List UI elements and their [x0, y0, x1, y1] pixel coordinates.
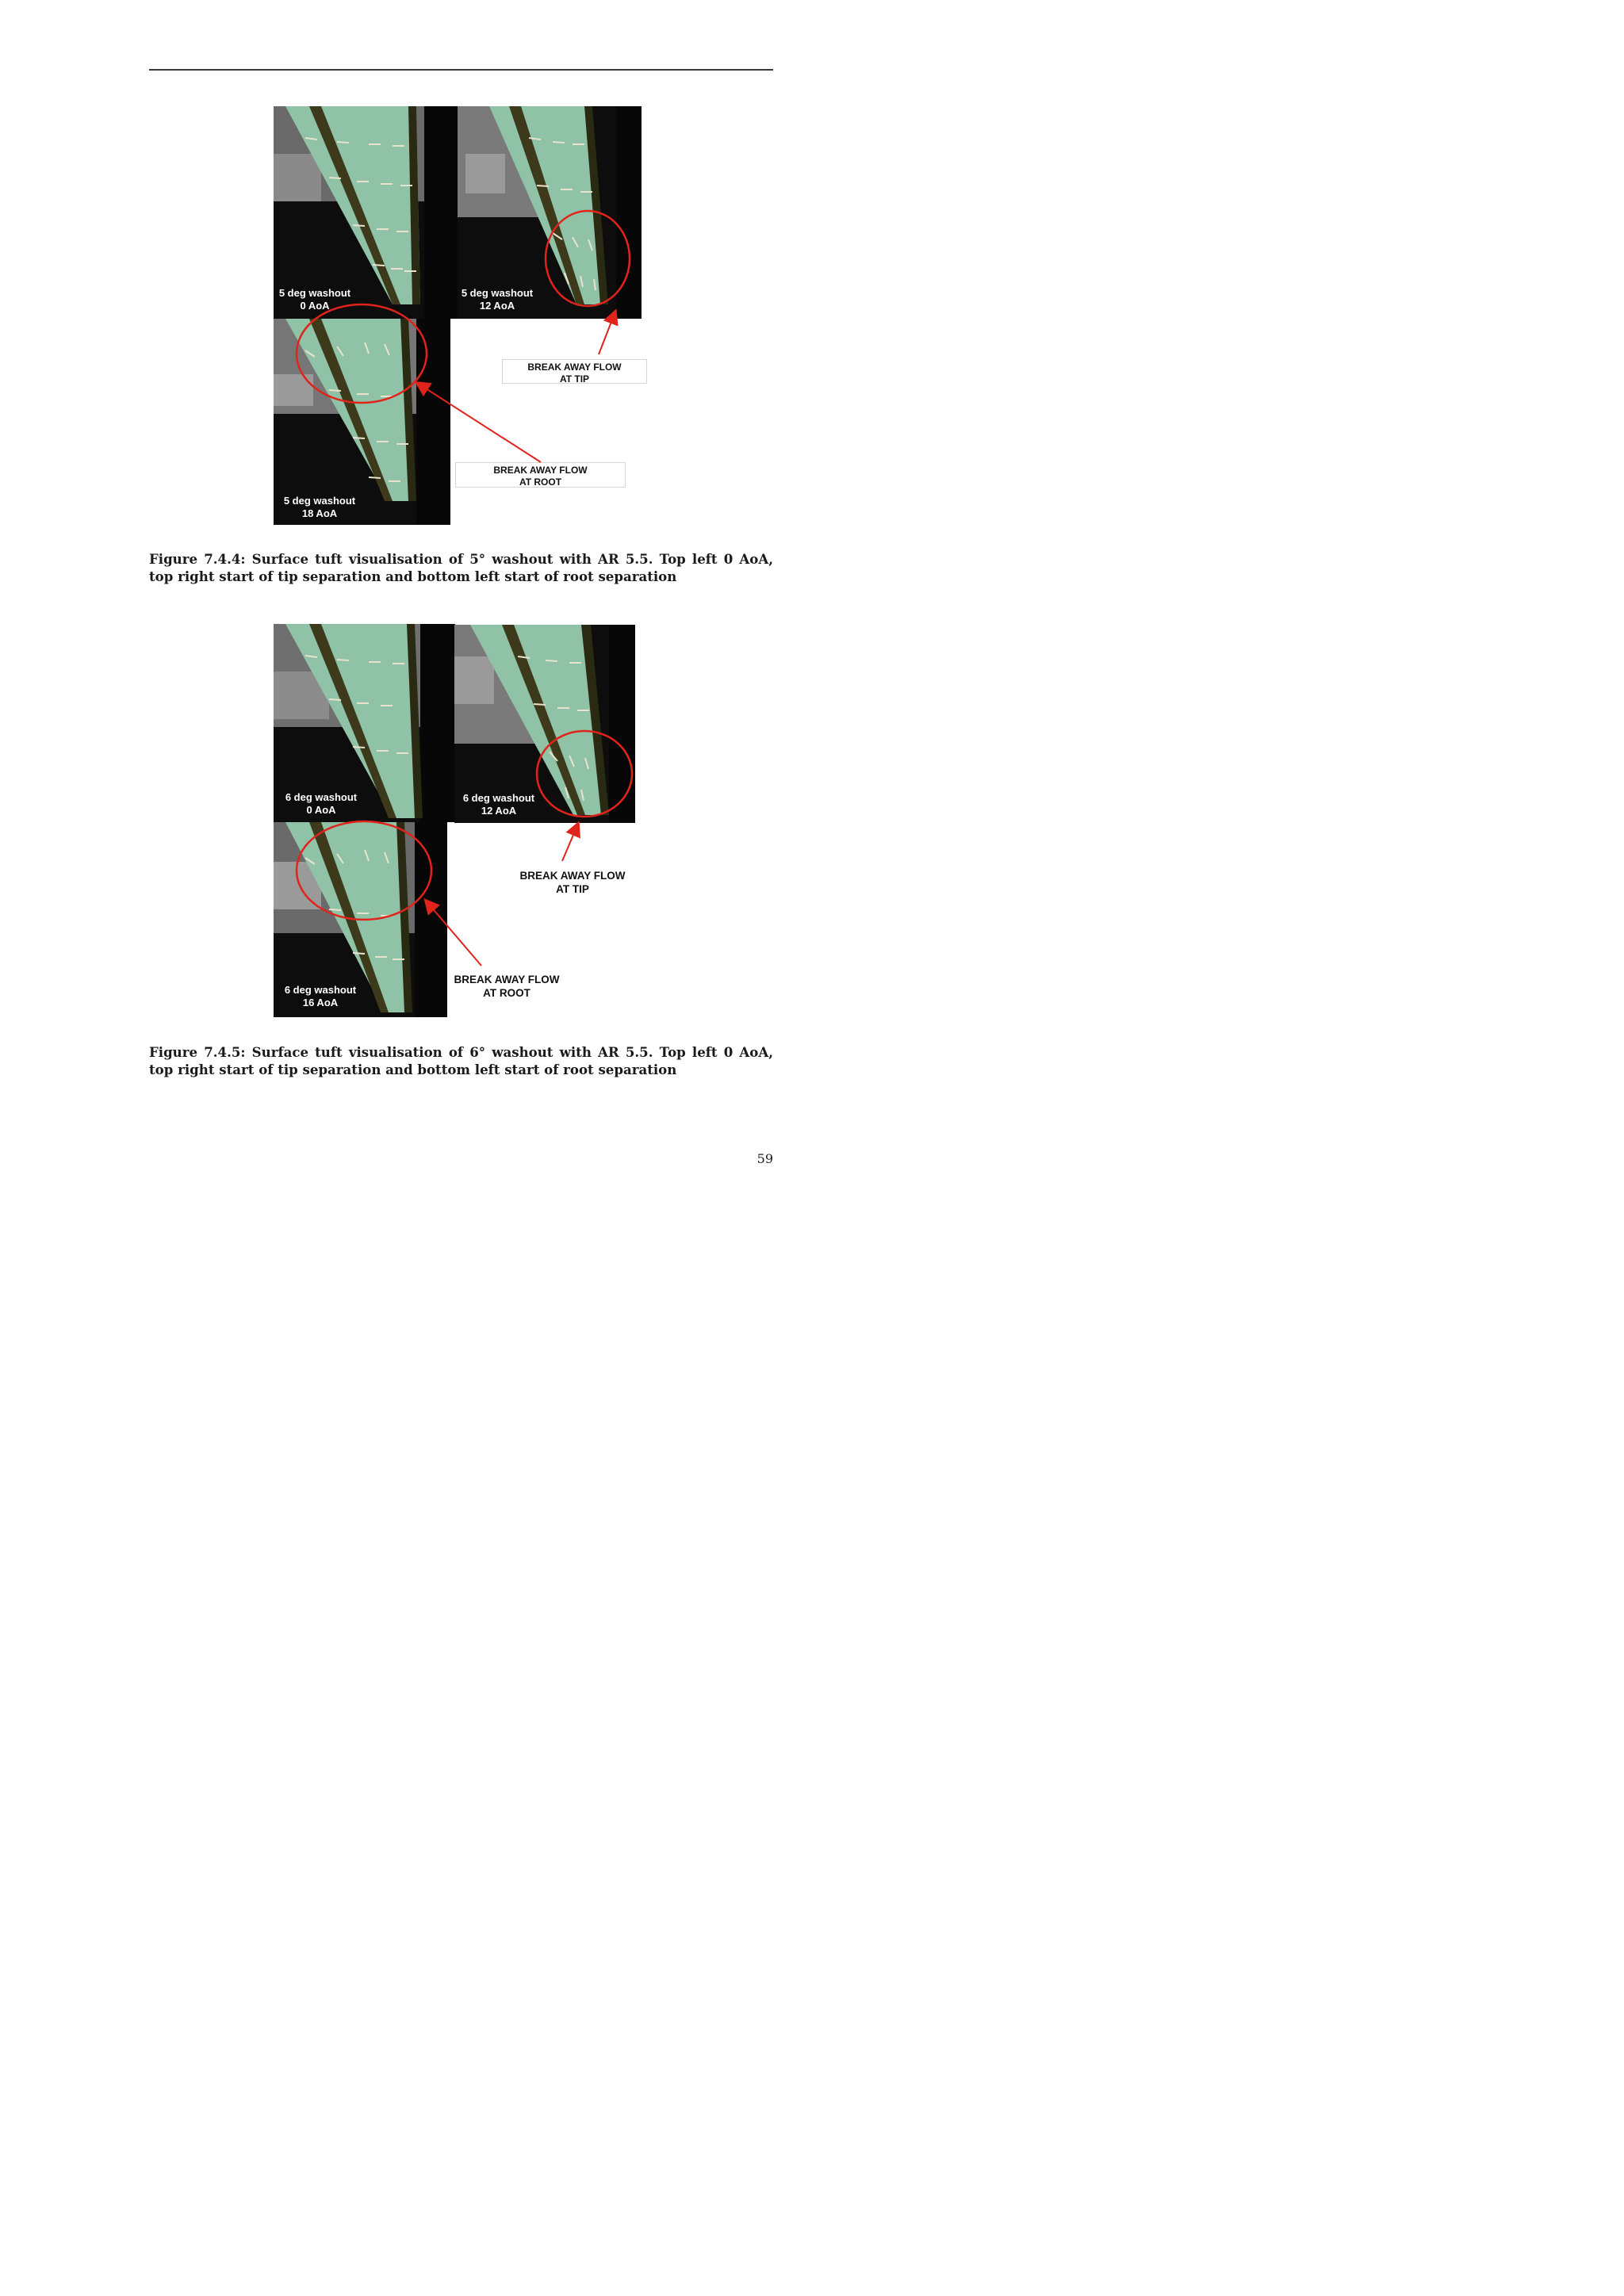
- panel-label: [459, 792, 538, 817]
- panel-label: [458, 287, 537, 312]
- panel-label-line1: 5 deg washout: [283, 495, 356, 507]
- callout-line2: AT ROOT: [483, 987, 530, 999]
- panel-label: [275, 287, 354, 312]
- tip-arrow: [562, 824, 578, 861]
- panel-label-line1: 6 deg washout: [462, 792, 535, 804]
- figure-1-panel-top-left: [274, 106, 458, 319]
- callout-tip: [502, 359, 647, 384]
- callout-line1: BREAK AWAY FLOW: [454, 974, 560, 985]
- callout-line1: BREAK AWAY FLOW: [519, 870, 626, 882]
- panel-label: [278, 984, 362, 1009]
- panel-label-line1: 5 deg washout: [461, 287, 534, 299]
- panel-label-line2: 18 AoA: [301, 507, 338, 519]
- panel-label-line1: 5 deg washout: [278, 287, 351, 299]
- callout-line2: AT TIP: [559, 373, 590, 385]
- callout-root: [455, 462, 626, 488]
- callout-line1: BREAK AWAY FLOW: [527, 362, 622, 373]
- callout-line2: AT ROOT: [519, 476, 562, 488]
- figure-2-panel-top-right: [454, 625, 635, 823]
- figure-1-panel-bottom-left: [274, 319, 450, 525]
- figure-1-panel-top-right: [458, 106, 642, 319]
- figure-caption: Figure 7.4.5: Surface tuft visualisation of 6° washout with AR 5.5. Top left 0 AoA, top right start of tip separation and bottom left start of root separation: [149, 1044, 773, 1077]
- page-number: 59: [756, 1151, 773, 1166]
- panel-label-line1: 6 deg washout: [285, 791, 358, 803]
- panel-label-line1: 6 deg washout: [284, 984, 357, 996]
- panel-label-line2: 0 AoA: [306, 804, 336, 816]
- figure-2-panel-top-left: [274, 624, 455, 822]
- header-rule: [149, 69, 773, 71]
- callout-line2: AT TIP: [556, 883, 589, 895]
- figure-caption: Figure 7.4.4: Surface tuft visualisation of 5° washout with AR 5.5. Top left 0 AoA, top right start of tip separation and bottom left start of root separation: [149, 551, 773, 584]
- wing-photo: [274, 319, 450, 525]
- figure-2-panel-bottom-left: [274, 822, 447, 1017]
- panel-label-line2: 16 AoA: [302, 997, 339, 1008]
- panel-label-line2: 12 AoA: [479, 300, 515, 312]
- callout-tip: [514, 869, 631, 896]
- panel-label-line2: 12 AoA: [481, 805, 517, 817]
- panel-label: [280, 495, 359, 520]
- callout-root: [448, 973, 565, 1000]
- callout-line1: BREAK AWAY FLOW: [493, 465, 588, 476]
- panel-label-line2: 0 AoA: [300, 300, 330, 312]
- panel-label: [282, 791, 361, 817]
